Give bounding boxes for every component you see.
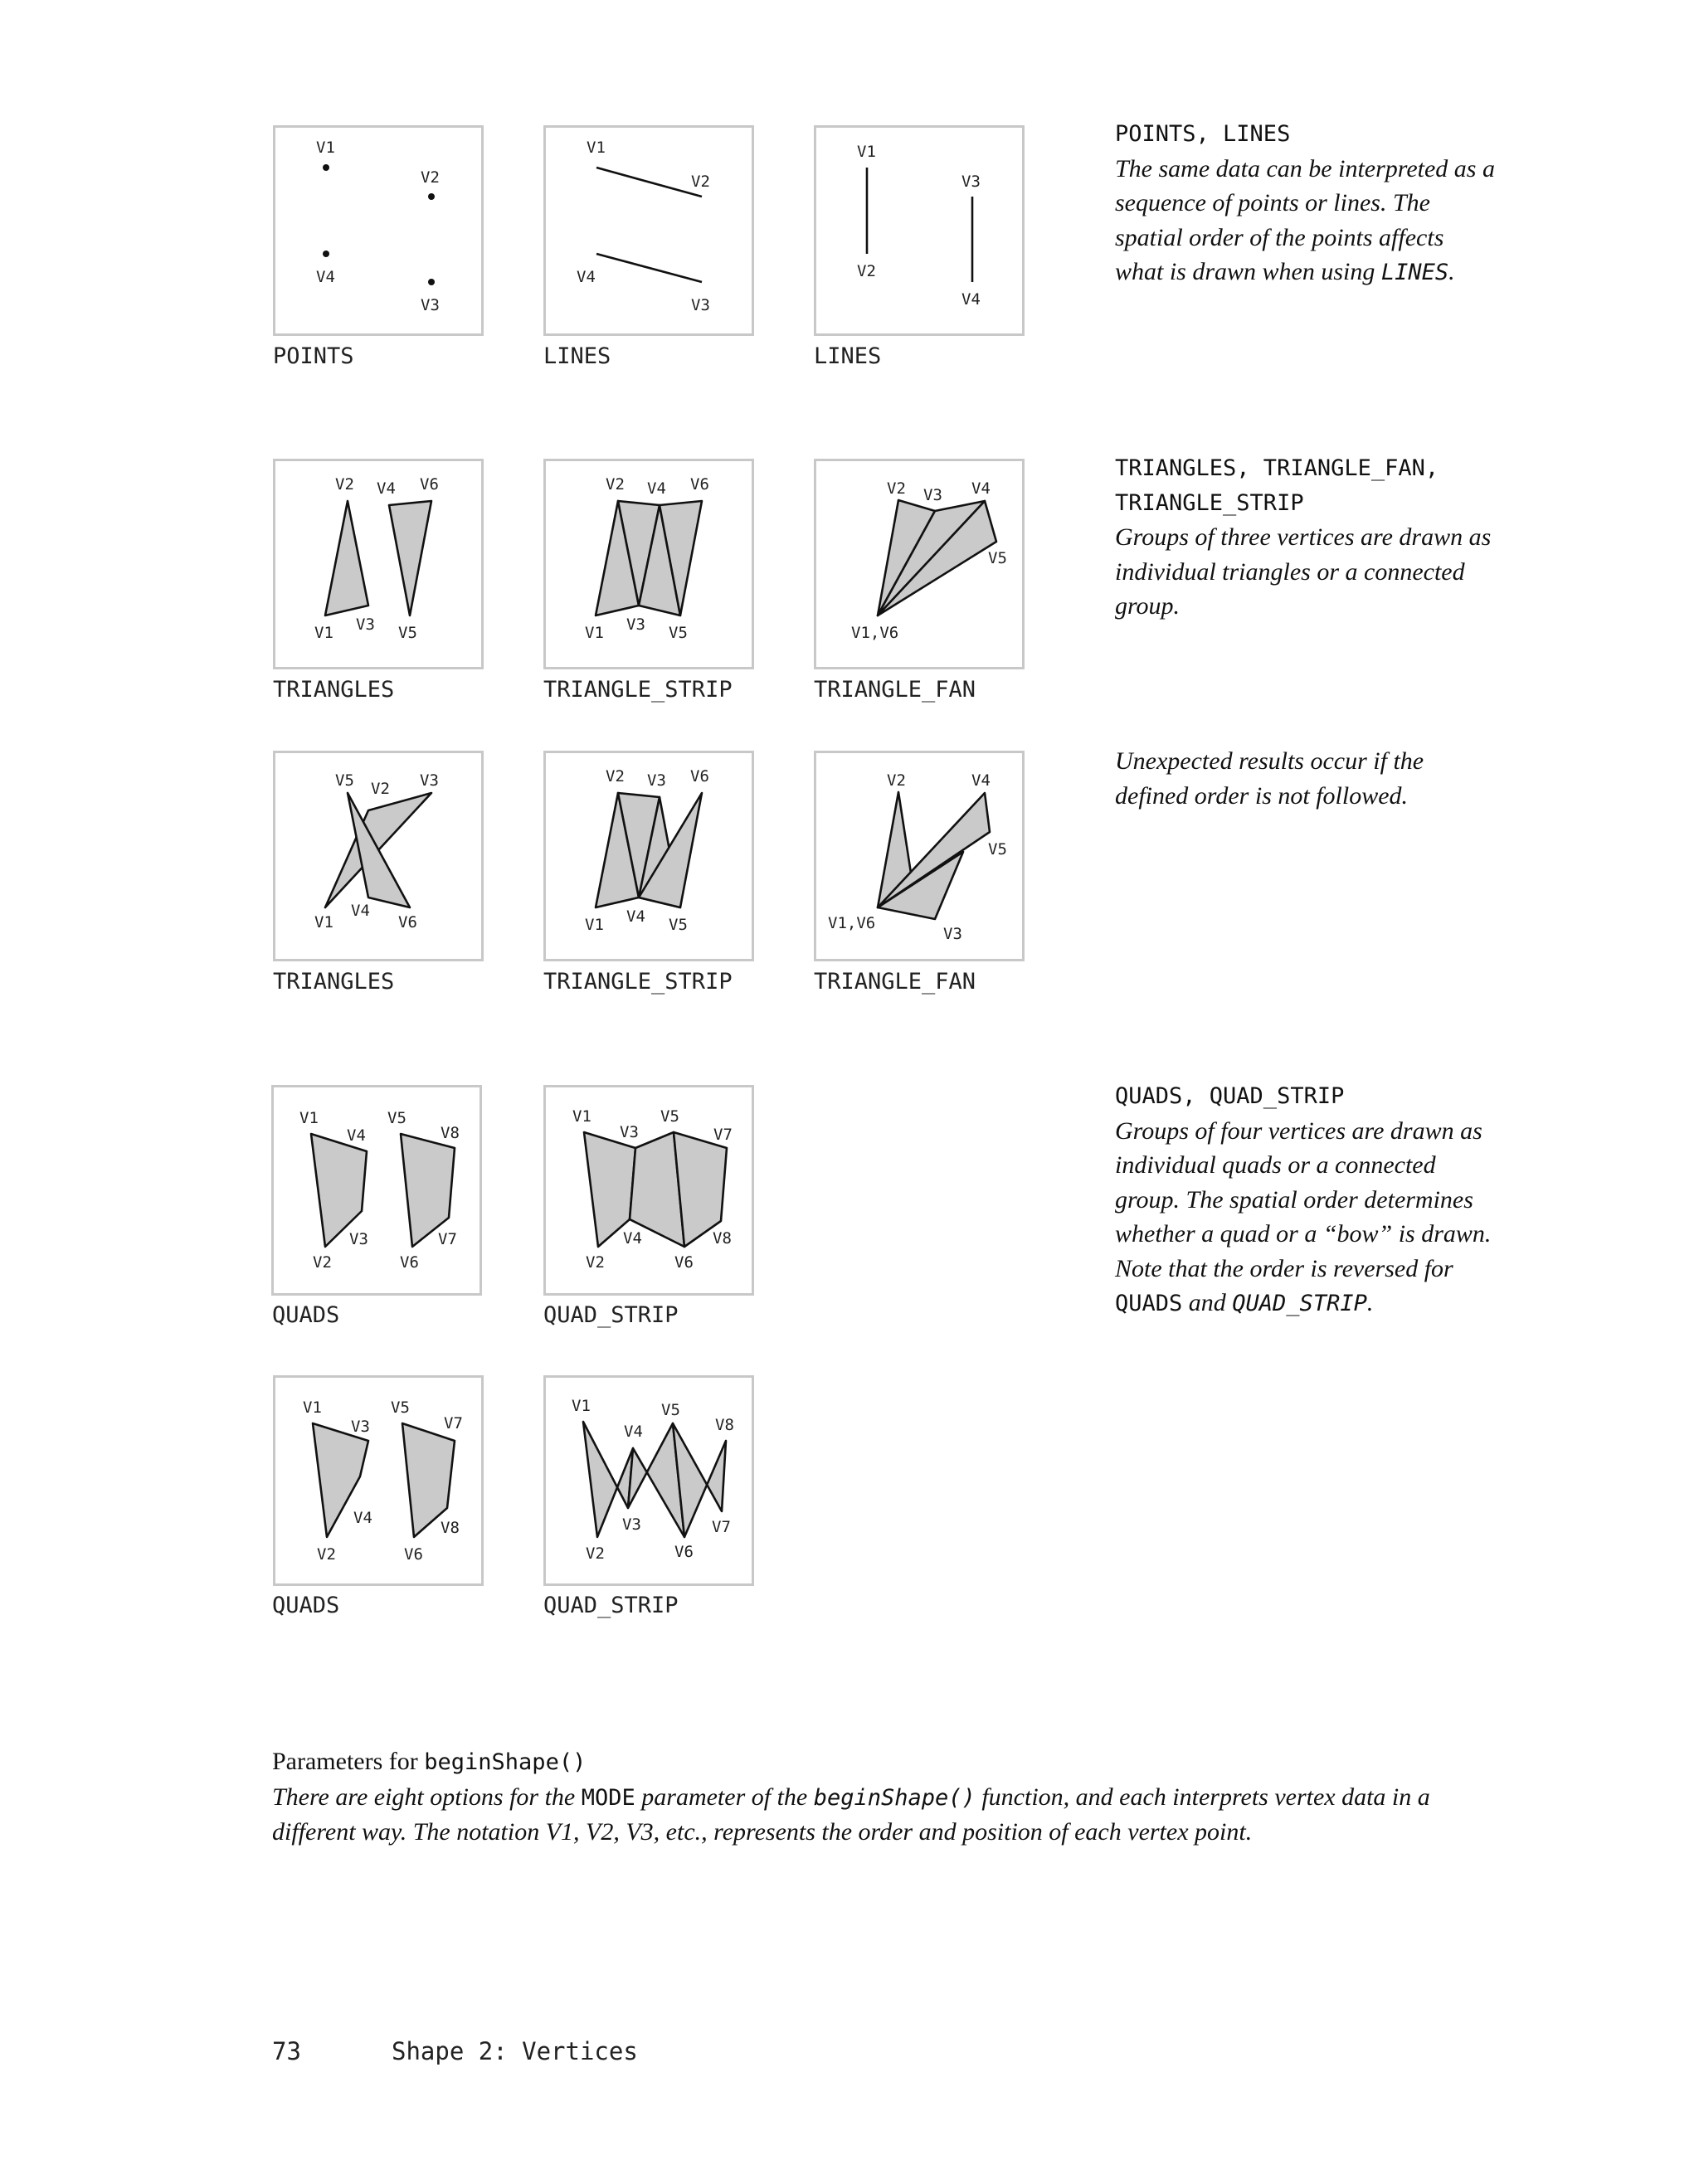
note-triangles-heading-2: TRIANGLE_STRIP (1115, 489, 1304, 516)
svg-text:V8: V8 (713, 1229, 732, 1248)
svg-text:V3: V3 (622, 1515, 641, 1534)
svg-text:V6: V6 (398, 913, 417, 931)
triangles-diagram-b (273, 751, 484, 961)
svg-text:V2: V2 (857, 262, 876, 280)
triangle-strip-diagram-b (543, 751, 754, 961)
svg-text:V2: V2 (371, 780, 390, 798)
svg-text:V4: V4 (961, 290, 981, 309)
svg-text:V1: V1 (572, 1397, 591, 1415)
svg-text:V8: V8 (715, 1416, 734, 1434)
note-triangles-body: Groups of three vertices are drawn as individual triangles or a connected group. (1115, 523, 1492, 620)
svg-text:V7: V7 (444, 1414, 463, 1432)
svg-text:V6: V6 (674, 1253, 694, 1272)
svg-text:V2: V2 (887, 771, 906, 790)
note-points-lines (1115, 117, 1497, 290)
svg-text:V2: V2 (586, 1253, 605, 1272)
chapter-title: Shape 2: Vertices (392, 2037, 638, 2065)
svg-text:V8: V8 (441, 1124, 460, 1142)
note-unexpected-body: Unexpected results occur if the defined order is not followed. (1115, 747, 1424, 810)
svg-text:V3: V3 (349, 1230, 368, 1248)
svg-text:V3: V3 (421, 296, 440, 314)
svg-text:V2: V2 (606, 475, 625, 494)
parameters-title: Parameters for beginShape() (272, 1748, 587, 1775)
svg-text:V2: V2 (606, 767, 625, 786)
triangle-strip-diagram-a (543, 459, 754, 669)
svg-text:V5: V5 (661, 1401, 680, 1419)
lines-diagram-b (814, 125, 1025, 336)
svg-text:V5: V5 (391, 1398, 410, 1417)
svg-text:V1: V1 (587, 139, 606, 157)
svg-text:V6: V6 (690, 767, 709, 786)
triangle-fan-diagram-a (814, 459, 1025, 669)
caption-points: POINTS (273, 343, 354, 369)
caption-lines-b: LINES (814, 343, 882, 369)
svg-text:V4: V4 (377, 479, 396, 498)
svg-text:V4: V4 (647, 479, 666, 498)
svg-text:V1,V6: V1,V6 (828, 914, 876, 932)
svg-text:V4: V4 (353, 1509, 372, 1527)
parameters-section (272, 1744, 1500, 1850)
svg-text:V5: V5 (398, 624, 417, 642)
svg-text:V3: V3 (620, 1123, 639, 1141)
svg-text:V7: V7 (438, 1230, 457, 1248)
svg-text:V1: V1 (857, 143, 876, 161)
svg-text:V3: V3 (961, 173, 981, 191)
svg-text:V1: V1 (303, 1398, 322, 1417)
svg-text:V4: V4 (316, 268, 335, 286)
svg-text:V4: V4 (577, 268, 596, 286)
svg-text:V3: V3 (351, 1418, 370, 1436)
svg-text:V1: V1 (314, 624, 333, 642)
svg-text:V8: V8 (441, 1519, 460, 1537)
note-points-lines-body: The same data can be interpreted as a sequence of points or lines. The spatial order of the points affects what is drawn when using LINES. (1115, 154, 1495, 285)
quads-diagram-b (273, 1375, 484, 1586)
svg-text:V6: V6 (674, 1543, 694, 1561)
note-quads (1115, 1079, 1497, 1321)
svg-text:V1: V1 (585, 624, 604, 642)
note-triangles (1115, 451, 1497, 624)
lines-diagram-a (543, 125, 754, 336)
svg-text:V1,V6: V1,V6 (851, 624, 899, 642)
svg-text:V1: V1 (316, 139, 335, 157)
svg-text:V2: V2 (313, 1253, 332, 1272)
svg-text:V5: V5 (669, 624, 688, 642)
svg-text:V5: V5 (660, 1107, 679, 1126)
svg-text:V7: V7 (713, 1126, 733, 1144)
caption-triangle-fan-b: TRIANGLE_FAN (814, 969, 976, 995)
caption-triangles-b: TRIANGLES (273, 969, 395, 995)
triangles-diagram-a (273, 459, 484, 669)
svg-text:V1: V1 (585, 916, 604, 934)
svg-text:V2: V2 (887, 479, 906, 498)
svg-text:V3: V3 (356, 615, 375, 634)
svg-text:V4: V4 (971, 479, 991, 498)
points-diagram (273, 125, 484, 336)
caption-lines-a: LINES (543, 343, 611, 369)
caption-quad-strip-a: QUAD_STRIP (543, 1302, 679, 1328)
svg-text:V5: V5 (988, 549, 1007, 567)
caption-triangle-strip-a: TRIANGLE_STRIP (543, 677, 733, 703)
svg-text:V2: V2 (691, 173, 710, 191)
quads-diagram-a (271, 1085, 482, 1296)
svg-text:V4: V4 (351, 902, 370, 920)
note-points-lines-heading: POINTS, LINES (1115, 121, 1291, 147)
note-unexpected (1115, 744, 1497, 813)
svg-text:V5: V5 (988, 840, 1007, 859)
svg-text:V1: V1 (314, 913, 333, 931)
parameters-description: There are eight options for the MODE parameter of the beginShape() function, and each interprets vertex data in a different way. The notation V1, V2, V3, etc., represents the order and position of each vertex point. (272, 1783, 1430, 1846)
svg-text:V1: V1 (299, 1109, 319, 1127)
svg-text:V1: V1 (572, 1107, 591, 1126)
note-triangles-heading-1: TRIANGLES, TRIANGLE_FAN, (1115, 455, 1439, 481)
svg-text:V4: V4 (623, 1229, 642, 1248)
caption-quads-a: QUADS (272, 1302, 340, 1328)
svg-text:V5: V5 (335, 771, 354, 790)
note-quads-heading: QUADS, QUAD_STRIP (1115, 1083, 1345, 1109)
svg-text:V3: V3 (923, 486, 942, 504)
caption-quad-strip-b: QUAD_STRIP (543, 1593, 679, 1618)
caption-triangles-a: TRIANGLES (273, 677, 395, 703)
quad-strip-diagram-b (543, 1375, 754, 1586)
note-quads-body: Groups of four vertices are drawn as individual quads or a connected group. The spatial order determines whether a quad or a “bow” is drawn. Note that the order is reversed for QUADS and QUAD_STRIP. (1115, 1116, 1492, 1316)
svg-text:V3: V3 (943, 925, 962, 943)
caption-quads-b: QUADS (272, 1593, 340, 1618)
caption-triangle-fan-a: TRIANGLE_FAN (814, 677, 976, 703)
svg-text:V3: V3 (647, 771, 666, 790)
svg-text:V6: V6 (400, 1253, 419, 1272)
svg-text:V4: V4 (626, 907, 645, 926)
svg-text:V5: V5 (669, 916, 688, 934)
svg-text:V6: V6 (404, 1545, 423, 1564)
svg-text:V6: V6 (420, 475, 439, 494)
caption-triangle-strip-b: TRIANGLE_STRIP (543, 969, 733, 995)
svg-text:V3: V3 (420, 771, 439, 790)
svg-text:V5: V5 (387, 1109, 406, 1127)
svg-text:V2: V2 (317, 1545, 336, 1564)
triangle-fan-diagram-b (814, 751, 1025, 961)
svg-text:V4: V4 (624, 1423, 643, 1441)
page-number: 73 (272, 2037, 301, 2065)
svg-text:V3: V3 (626, 615, 645, 634)
svg-text:V2: V2 (586, 1544, 605, 1563)
quad-strip-diagram-a (543, 1085, 754, 1296)
svg-text:V4: V4 (347, 1126, 366, 1145)
svg-text:V2: V2 (421, 168, 440, 187)
svg-text:V7: V7 (712, 1518, 731, 1536)
svg-text:V3: V3 (691, 296, 710, 314)
svg-text:V6: V6 (690, 475, 709, 494)
svg-text:V2: V2 (335, 475, 354, 494)
svg-text:V4: V4 (971, 771, 991, 790)
